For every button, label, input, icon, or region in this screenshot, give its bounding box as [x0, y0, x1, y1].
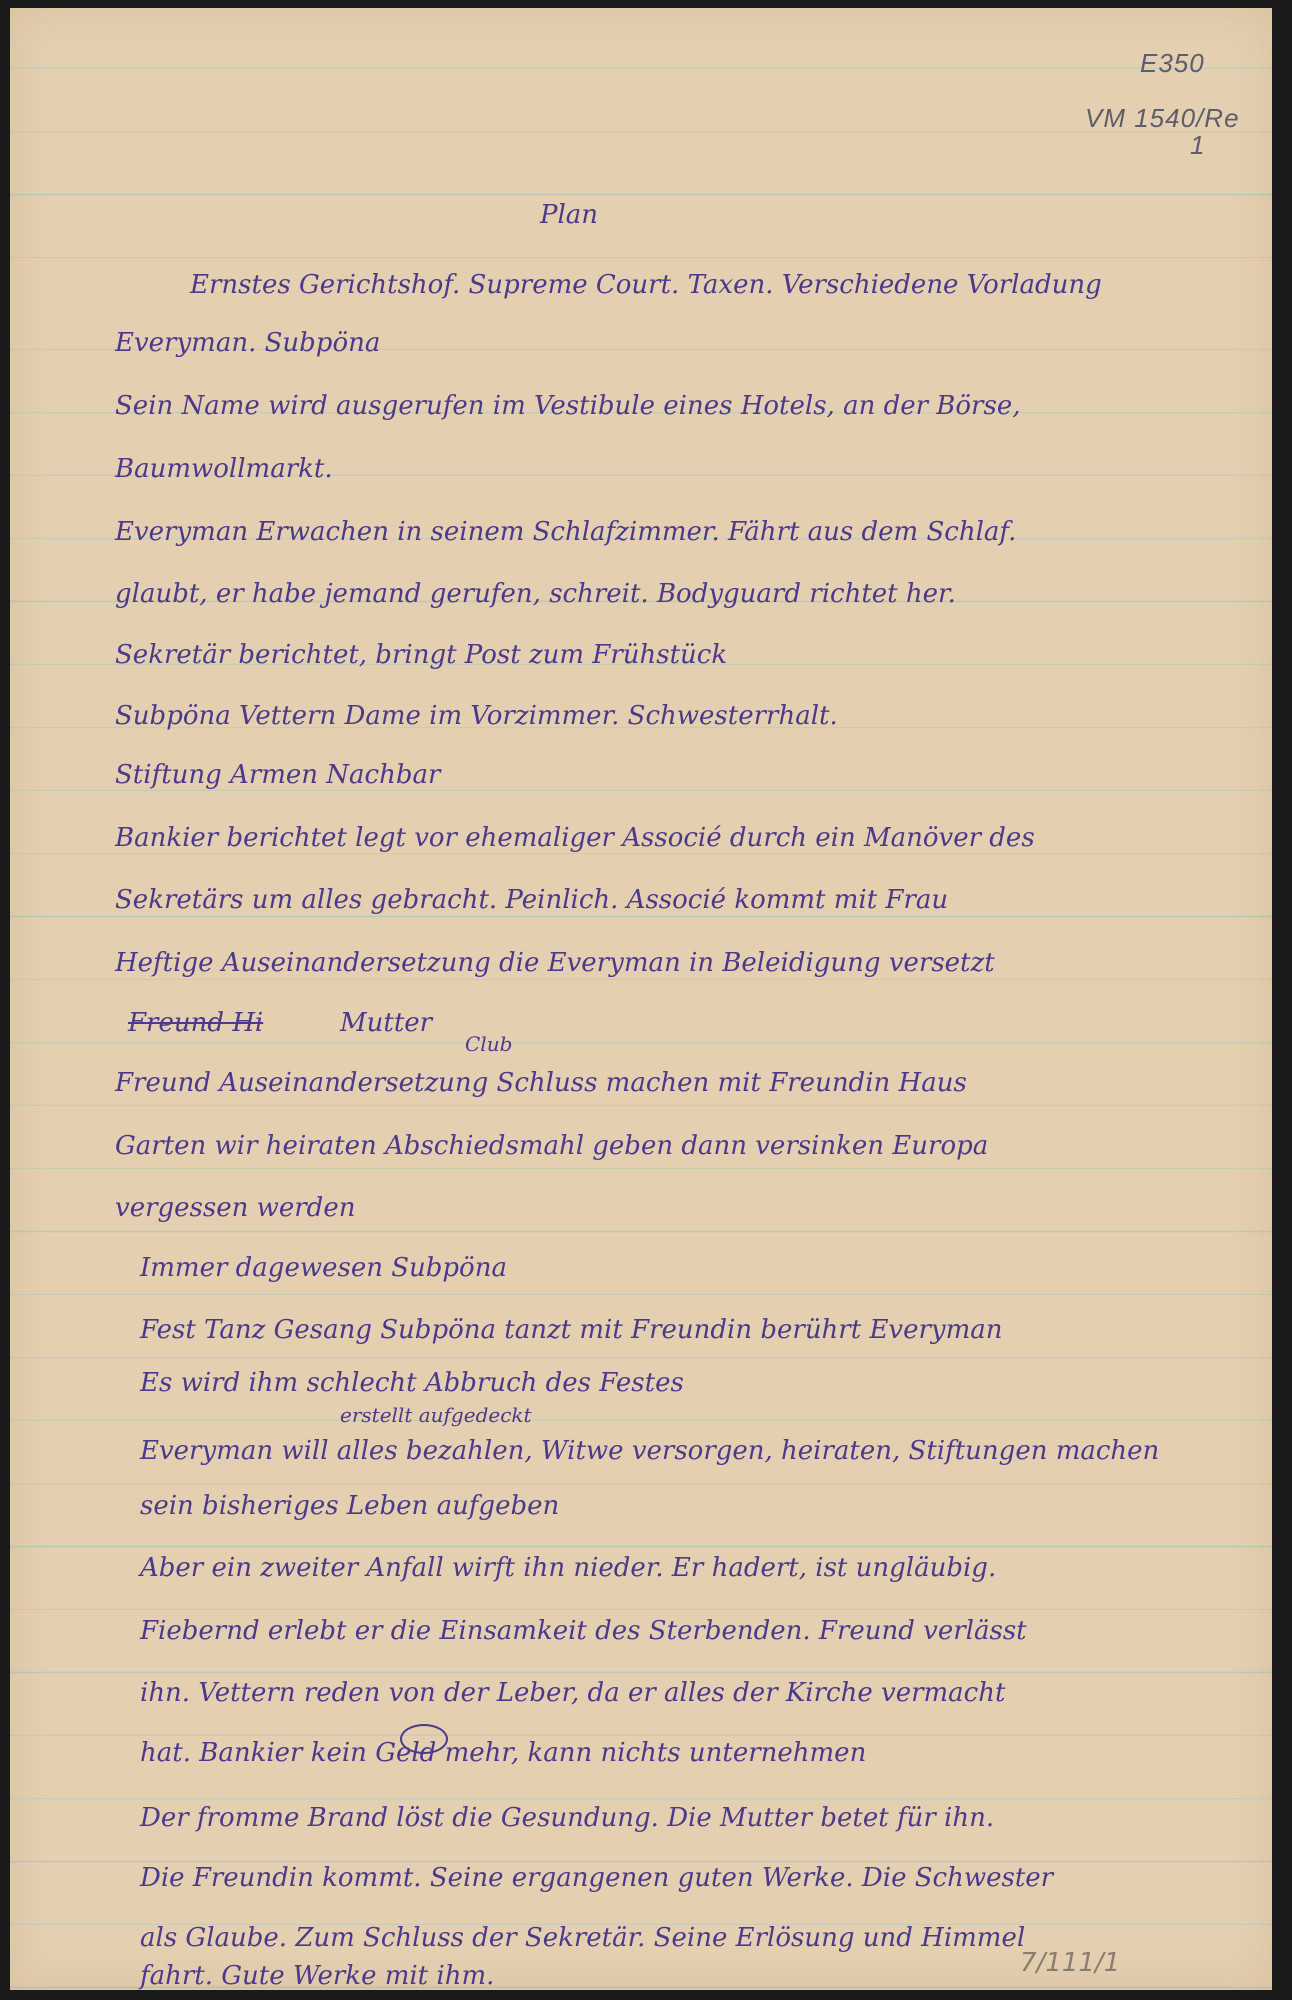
line-2: Everyman. Subpöna [115, 328, 381, 358]
line-18: Fest Tanz Gesang Subpöna tanzt mit Freundin berührt Everyman [140, 1315, 1003, 1345]
manuscript-page [10, 8, 1272, 1990]
page-title: Plan [540, 200, 599, 230]
line-24: ihn. Vettern reden von der Leber, da er alles der Kirche vermacht [140, 1678, 1006, 1708]
bottom-mark: 7/111/1 [1020, 1948, 1121, 1978]
line-27: Die Freundin kommt. Seine ergangenen guten Werke. Die Schwester [140, 1863, 1054, 1893]
archive-ref-main: VM 1540/Re [1085, 103, 1240, 133]
insert-erstellt: erstellt aufgedeckt [340, 1403, 532, 1427]
line-12: Heftige Auseinandersetzung die Everyman in Beleidigung versetzt [115, 948, 995, 978]
line-6: glaubt, er habe jemand gerufen, schreit. Bodyguard richtet her. [115, 579, 956, 609]
struck-word-1: Freund Hi [128, 1008, 264, 1038]
line-11: Sekretärs um alles gebracht. Peinlich. Associé kommt mit Frau [115, 885, 949, 915]
line-15: Garten wir heiraten Abschiedsmahl geben dann versinken Europa [115, 1131, 989, 1161]
line-5: Everyman Erwachen in seinem Schlafzimmer. Fährt aus dem Schlaf. [115, 517, 1017, 547]
line-16: vergessen werden [115, 1193, 356, 1223]
line-29: fahrt. Gute Werke mit ihm. [140, 1961, 495, 1991]
line-7: Sekretär berichtet, bringt Post zum Frühstück [115, 640, 728, 670]
line-8: Subpöna Vettern Dame im Vorzimmer. Schwesterrhalt. [115, 701, 838, 731]
line-9: Stiftung Armen Nachbar [115, 760, 441, 790]
line-20: Everyman will alles bezahlen, Witwe versorgen, heiraten, Stiftungen machen [140, 1436, 1160, 1466]
insert-club: Club [465, 1032, 513, 1056]
line-3: Sein Name wird ausgerufen im Vestibule eines Hotels, an der Börse, [115, 391, 1021, 421]
line-10: Bankier berichtet legt vor ehemaliger Associé durch ein Manöver des [115, 823, 1035, 853]
line-13: Mutter [340, 1008, 433, 1038]
line-28: als Glaube. Zum Schluss der Sekretär. Seine Erlösung und Himmel [140, 1923, 1026, 1953]
line-19: Es wird ihm schlecht Abbruch des Festes [140, 1368, 684, 1398]
line-26: Der fromme Brand löst die Gesundung. Die Mutter betet für ihn. [140, 1803, 995, 1833]
line-22: Aber ein zweiter Anfall wirft ihn nieder. Er hadert, ist ungläubig. [140, 1553, 997, 1583]
archive-code: E350 [1140, 48, 1205, 78]
line-17: Immer dagewesen Subpöna [140, 1253, 507, 1283]
line-23: Fiebernd erlebt er die Einsamkeit des Sterbenden. Freund verlässt [140, 1616, 1027, 1646]
line-21: sein bisheriges Leben aufgeben [140, 1491, 560, 1521]
line-14: Freund Auseinandersetzung Schluss machen mit Freundin Haus [115, 1068, 967, 1098]
line-25: hat. Bankier kein Geld mehr, kann nichts unternehmen [140, 1738, 867, 1768]
archive-ref-sub: 1 [1190, 130, 1206, 160]
line-1: Ernstes Gerichtshof. Supreme Court. Taxen. Verschiedene Vorladung [190, 270, 1102, 300]
line-4: Baumwollmarkt. [115, 454, 333, 484]
